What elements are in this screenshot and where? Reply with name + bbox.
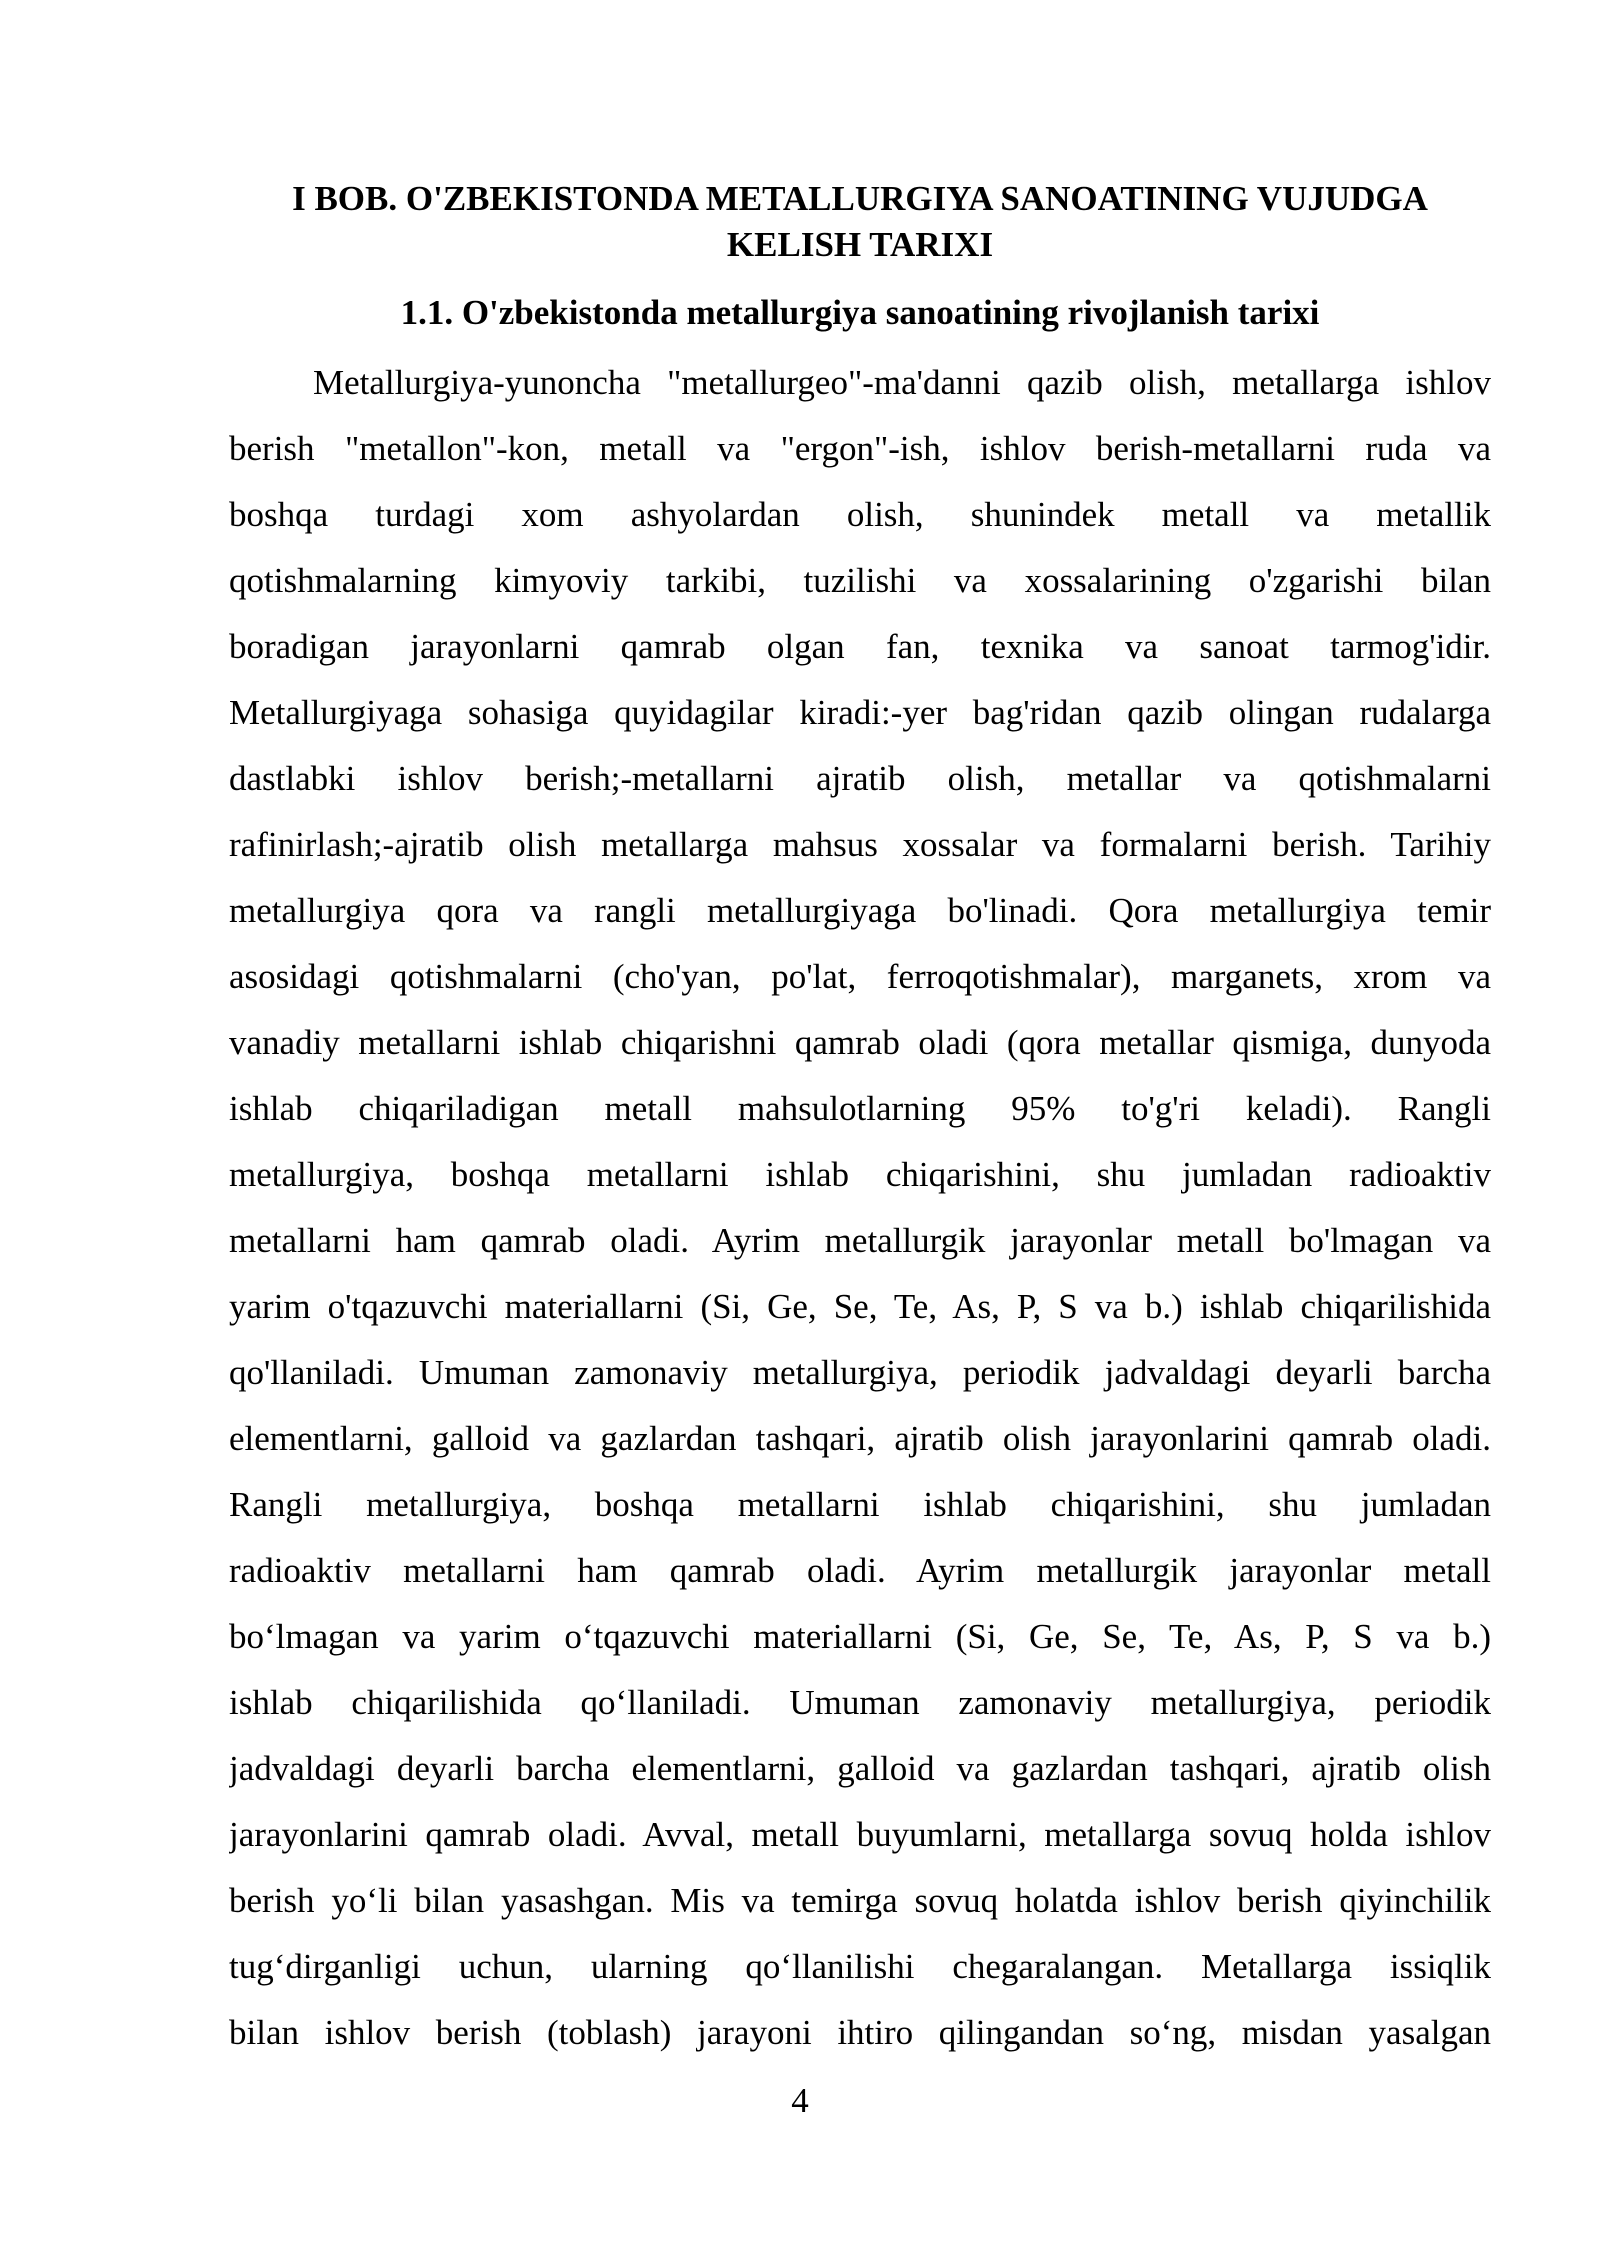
page-number: 4 <box>791 2081 809 2120</box>
text-line: bo‘lmagan va yarim o‘tqazuvchi materiallarni (Si, Ge, Se, Te, As, P, S va b.) <box>229 1617 1491 1656</box>
section-title: 1.1. O'zbekistonda metallurgiya sanoatining rivojlanish tarixi <box>400 293 1320 332</box>
text-line: dastlabki ishlov berish;-metallarni ajratib olish, metallar va qotishmalarni <box>229 759 1491 798</box>
chapter-title-line-1: I BOB. O'ZBEKISTONDA METALLURGIYA SANOATINING VUJUDGA <box>292 179 1428 218</box>
text-line: berish yo‘li bilan yasashgan. Mis va temirga sovuq holatda ishlov berish qiyinchilik <box>229 1881 1491 1920</box>
text-line: ishlab chiqarilishida qo‘llaniladi. Umuman zamonaviy metallurgiya, periodik <box>229 1683 1491 1722</box>
body-paragraph <box>229 350 1491 2066</box>
text-line: metallurgiya, boshqa metallarni ishlab chiqarishini, shu jumladan radioaktiv <box>229 1155 1491 1194</box>
text-line: Rangli metallurgiya, boshqa metallarni ishlab chiqarishini, shu jumladan <box>229 1485 1491 1524</box>
chapter-title-line-2: KELISH TARIXI <box>726 225 994 264</box>
text-line: Metallurgiyaga sohasiga quyidagilar kiradi:-yer bag'ridan qazib olingan rudalarga <box>229 693 1491 732</box>
text-line: jadvaldagi deyarli barcha elementlarni, galloid va gazlardan tashqari, ajratib olish <box>229 1749 1491 1788</box>
text-line: elementlarni, galloid va gazlardan tashqari, ajratib olish jarayonlarini qamrab oladi. <box>229 1419 1491 1458</box>
text-line: asosidagi qotishmalarni (cho'yan, po'lat, ferroqotishmalar), marganets, xrom va <box>229 957 1491 996</box>
text-line: tug‘dirganligi uchun, ularning qo‘llanilishi chegaralangan. Metallarga issiqlik <box>229 1947 1491 1986</box>
text-line: qo'llaniladi. Umuman zamonaviy metallurgiya, periodik jadvaldagi deyarli barcha <box>229 1353 1491 1392</box>
text-line: rafinirlash;-ajratib olish metallarga mahsus xossalar va formalarni berish. Tarihiy <box>229 825 1491 864</box>
text-line: vanadiy metallarni ishlab chiqarishni qamrab oladi (qora metallar qismiga, dunyoda <box>229 1023 1491 1062</box>
text-line: yarim o'tqazuvchi materiallarni (Si, Ge, Se, Te, As, P, S va b.) ishlab chiqarilishida <box>229 1287 1491 1326</box>
text-line: boshqa turdagi xom ashyolardan olish, shunindek metall va metallik <box>229 495 1491 534</box>
text-line: metallarni ham qamrab oladi. Ayrim metallurgik jarayonlar metall bo'lmagan va <box>229 1221 1491 1260</box>
text-line: boradigan jarayonlarni qamrab olgan fan, texnika va sanoat tarmog'idir. <box>229 627 1491 666</box>
text-line: Metallurgiya-yunoncha "metallurgeo"-ma'danni qazib olish, metallarga ishlov <box>313 363 1491 402</box>
text-line: radioaktiv metallarni ham qamrab oladi. Ayrim metallurgik jarayonlar metall <box>229 1551 1491 1590</box>
text-line: ishlab chiqariladigan metall mahsulotlarning 95% to'g'ri keladi). Rangli <box>229 1089 1491 1128</box>
text-line: bilan ishlov berish (toblash) jarayoni ihtiro qilingandan so‘ng, misdan yasalgan <box>229 2013 1491 2052</box>
text-line: berish "metallon"-kon, metall va "ergon"-ish, ishlov berish-metallarni ruda va <box>229 429 1491 468</box>
text-line: qotishmalarning kimyoviy tarkibi, tuzilishi va xossalarining o'zgarishi bilan <box>229 561 1491 600</box>
chapter-title <box>200 176 1520 268</box>
text-line: jarayonlarini qamrab oladi. Avval, metall buyumlarni, metallarga sovuq holda ishlov <box>229 1815 1491 1854</box>
text-line: metallurgiya qora va rangli metallurgiyaga bo'linadi. Qora metallurgiya temir <box>229 891 1491 930</box>
